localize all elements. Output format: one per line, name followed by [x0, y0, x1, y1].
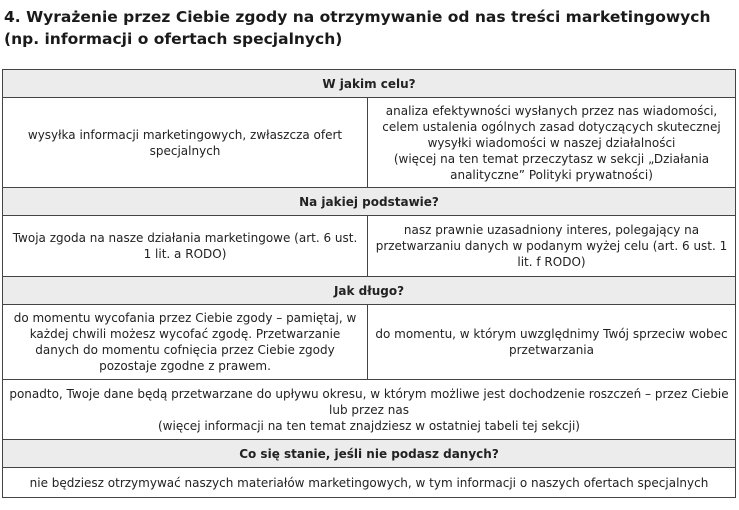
purpose-header: W jakim celu?: [3, 70, 736, 98]
purpose-right-cell: [368, 98, 736, 188]
basis-left-text: Twoja zgoda na nasze działania marketingowe (art. 6 ust. 1 lit. a RODO): [12, 231, 358, 261]
basis-left-cell: [3, 216, 368, 277]
consequence-header: Co się stanie, jeśli nie podasz danych?: [3, 440, 736, 468]
consequence-header-row: [3, 440, 736, 468]
duration-left-cell: [3, 305, 368, 380]
purpose-left-text: wysyłka informacji marketingowych, zwłaszcza ofert specjalnych: [27, 127, 343, 158]
consequence-text: nie będziesz otrzymywać naszych materiałów marketingowych, w tym informacji o naszych ofertach specjalnych: [29, 475, 709, 490]
consequence-cell: [3, 468, 736, 498]
purpose-row: [3, 98, 736, 188]
purpose-header-row: [3, 70, 736, 98]
purpose-left-cell: [3, 98, 368, 188]
purpose-right-note: (więcej na ten temat przeczytasz w sekcji „Działania analityczne” Polityki prywatności): [393, 151, 710, 182]
duration-extra-note: (więcej informacji na ten temat znajdziesz w ostatniej tabeli tej sekcji): [158, 418, 580, 433]
basis-row: [3, 216, 736, 277]
duration-header: Jak długo?: [3, 277, 736, 305]
duration-right-cell: [368, 305, 736, 380]
duration-left-text: do momentu wycofania przez Ciebie zgody – pamiętaj, w każdej chwili możesz wycofać zgodę. Przetwarzanie danych do momentu cofnięcia przez Ciebie zgody pozostaje zgodne z prawem.: [13, 311, 357, 373]
duration-extra-text: ponadto, Twoje dane będą przetwarzane do upływu okresu, w którym możliwe jest dochodzenie roszczeń – przez Ciebie lub przez nas: [9, 386, 729, 417]
duration-extra-cell: [3, 380, 736, 440]
basis-right-text: nasz prawnie uzasadniony interes, polegający na przetwarzaniu danych w podanym wyżej celu (art. 6 ust. 1 lit. f RODO): [375, 223, 728, 269]
purpose-right-text: analiza efektywności wysłanych przez nas wiadomości, celem ustalenia ogólnych zasad dotyczących skutecznej wysyłki wiadomości w naszej działalności: [382, 103, 721, 150]
basis-right-cell: [368, 216, 736, 277]
duration-row: [3, 305, 736, 380]
basis-header: Na jakiej podstawie?: [3, 188, 736, 216]
processing-info-table: [2, 69, 736, 498]
duration-extra-row: [3, 380, 736, 440]
section-title: 4. Wyrażenie przez Ciebie zgody na otrzymywanie od nas treści marketingowych (np. informacji o ofertach specjalnych): [4, 8, 711, 48]
basis-header-row: [3, 188, 736, 216]
duration-header-row: [3, 277, 736, 305]
duration-right-text: do momentu, w którym uwzględnimy Twój sprzeciw wobec przetwarzania: [375, 327, 728, 357]
consequence-row: [3, 468, 736, 498]
